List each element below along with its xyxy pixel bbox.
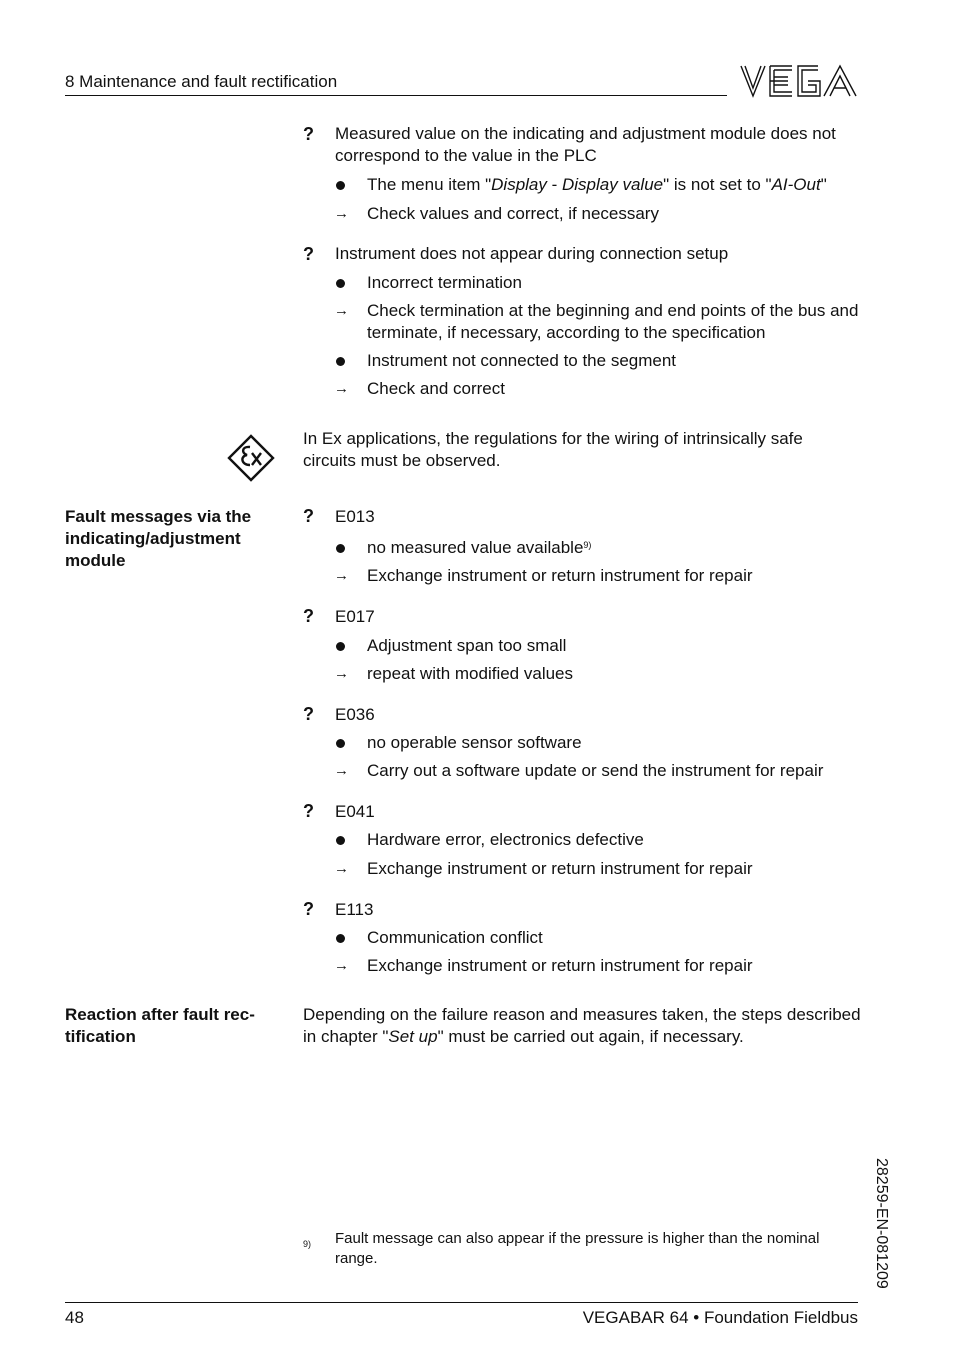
footnote-text: Fault message can also appear if the pressure is higher than the nominal range. [335, 1230, 820, 1267]
question-mark: ? [303, 124, 314, 144]
footnote-mark: 9) [303, 1239, 312, 1249]
ex-note: In Ex applications, the regulations for the wiring of intrinsically safe circuits must be observed. [303, 429, 803, 470]
remedy-item: Exchange instrument or return instrument for repair [367, 566, 753, 585]
arrow-right-icon: → [334, 567, 349, 584]
arrow-right-icon: → [334, 205, 349, 222]
arrow-right-icon: → [334, 665, 349, 682]
question-mark: ? [303, 704, 314, 724]
arrow-right-icon: → [334, 302, 349, 319]
error-code: E017 [335, 607, 375, 626]
page-number: 48 [65, 1308, 84, 1327]
question-mark: ? [303, 244, 314, 264]
remedy-item: Check and correct [367, 379, 505, 398]
cause-item: no measured value available$^{9)}$ [367, 538, 592, 557]
header-section-title: 8 Maintenance and fault rectification [65, 72, 338, 91]
arrow-right-icon: → [334, 860, 349, 877]
fault-section-heading: Fault messages via the indicating/adjustment module [65, 507, 252, 570]
error-code: E113 [335, 900, 374, 919]
reaction-section-heading: Reaction after fault rec-tification [65, 1005, 255, 1046]
vega-logo [740, 64, 858, 98]
question-mark: ? [303, 899, 314, 919]
arrow-right-icon: → [334, 762, 349, 779]
bullet-icon [335, 829, 349, 845]
cause-item: no operable sensor software [367, 733, 582, 752]
document-code: 28259-EN-081209 [873, 1158, 890, 1289]
reaction-text: Depending on the failure reason and measures taken, the steps described in chapter "Set up" must be carried out again, if necessary. [303, 1005, 861, 1046]
bullet-icon [335, 635, 349, 651]
ex-protection-icon [226, 434, 276, 482]
question-mark: ? [303, 506, 314, 526]
remedy-item: Check termination at the beginning and end points of the bus and terminate, if necessary, according to the specification [367, 301, 859, 342]
error-code: E041 [335, 802, 375, 821]
header-rule [65, 95, 727, 96]
remedy-item: Exchange instrument or return instrument for repair [367, 956, 753, 975]
error-code: E013 [335, 507, 375, 526]
error-code: E036 [335, 705, 375, 724]
question-mark: ? [303, 801, 314, 821]
cause-item: Incorrect termination [367, 273, 522, 292]
bullet-icon [335, 927, 349, 943]
bullet-icon [335, 537, 349, 553]
question-title: Measured value on the indicating and adjustment module does not correspond to the value in the PLC [335, 124, 836, 165]
bullet-icon [335, 732, 349, 748]
arrow-right-icon: → [334, 957, 349, 974]
bullet-icon [335, 174, 349, 190]
footer-rule [65, 1302, 858, 1303]
footnote-ref: 9) [583, 540, 592, 550]
question-mark: ? [303, 606, 314, 626]
bullet-icon [335, 272, 349, 288]
remedy-item: repeat with modified values [367, 664, 574, 683]
cause-item: Hardware error, electronics defective [367, 830, 644, 849]
cause-item: Instrument not connected to the segment [367, 351, 677, 370]
remedy-item: Carry out a software update or send the instrument for repair [367, 761, 824, 780]
arrow-right-icon: → [334, 380, 349, 397]
remedy-item: Exchange instrument or return instrument for repair [367, 859, 753, 878]
question-title: Instrument does not appear during connection setup [335, 244, 729, 263]
cause-item: The menu item "Display - Display value" is not set to "AI-Out" [367, 175, 827, 194]
bullet-icon [335, 350, 349, 366]
remedy-item: Check values and correct, if necessary [367, 204, 659, 223]
footer-title: VEGABAR 64 • Foundation Fieldbus [582, 1308, 858, 1327]
cause-item: Adjustment span too small [367, 636, 567, 655]
cause-item: Communication conflict [367, 928, 543, 947]
